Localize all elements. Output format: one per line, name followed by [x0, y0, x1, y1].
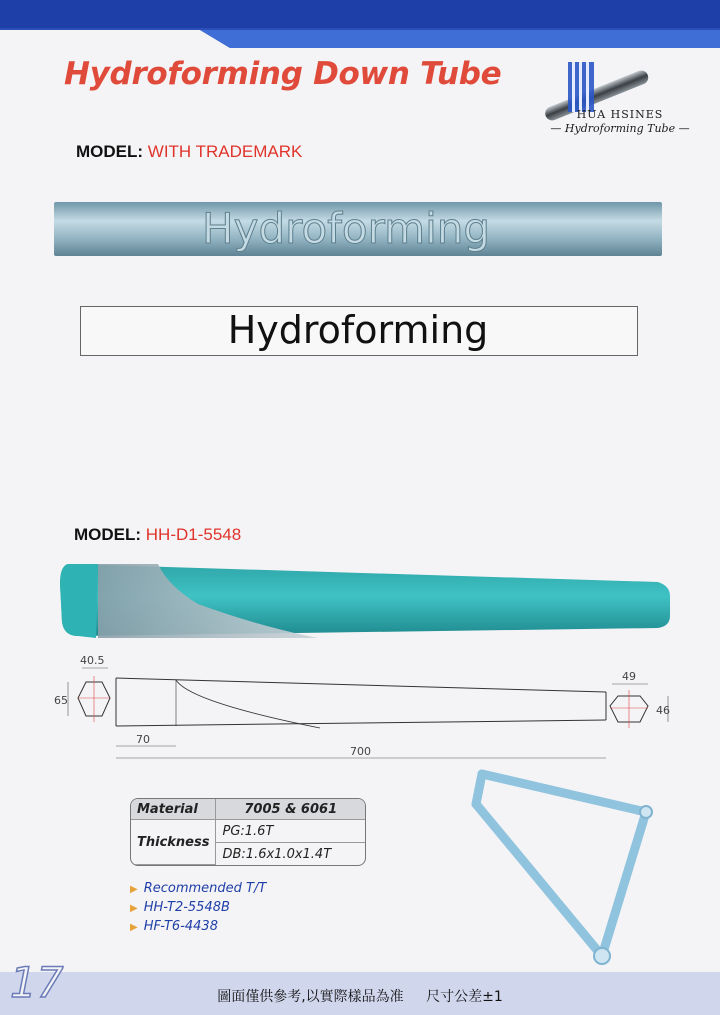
arrow-icon: ▶ [130, 922, 138, 933]
logo-name: HUA HSINES [576, 108, 664, 121]
tube-emboss-text: Hydroforming [202, 204, 491, 253]
model-value: WITH TRADEMARK [147, 142, 303, 161]
list-item: ▶ Recommended T/T [130, 881, 267, 896]
bike-frame-image [456, 760, 676, 972]
footer-note [0, 986, 720, 1006]
trademark-sample-text: Hydroforming [227, 308, 489, 352]
arrow-icon: ▶ [130, 903, 138, 914]
model-value: HH-D1-5548 [145, 525, 242, 544]
dim-taper: 70 [136, 733, 150, 746]
thickness-label: Thickness [131, 820, 216, 865]
arrow-icon: ▶ [130, 884, 138, 895]
list-item: ▶ HH-T2-5548B [130, 900, 230, 915]
page-title: Hydroforming Down Tube [64, 56, 502, 92]
material-value: 7005 & 6061 [216, 799, 365, 820]
material-label: Material [131, 799, 216, 820]
trademark-tube-image [54, 198, 662, 260]
down-tube-render [58, 556, 678, 642]
footer-disclaimer: 圖面僅供參考,以實際樣品為准 [217, 989, 404, 1005]
model-label: MODEL: [76, 142, 144, 161]
thickness-pg: PG:1.6T [216, 820, 365, 843]
dim-width-end: 49 [622, 670, 636, 683]
dim-width-start: 40.5 [80, 654, 105, 667]
list-item: ▶ HF-T6-4438 [130, 919, 218, 934]
dim-height-start: 65 [54, 694, 68, 707]
page-number: 17 [10, 958, 64, 1007]
dim-length: 700 [350, 745, 371, 758]
model-label: MODEL: [74, 525, 142, 544]
dim-height-end: 46 [656, 704, 670, 717]
logo-subtitle: — Hydroforming Tube — [550, 122, 690, 135]
model-heading-1 [76, 142, 302, 162]
header-band [0, 0, 720, 48]
model-heading-2 [74, 525, 241, 545]
recommended-list [130, 880, 266, 937]
footer-tolerance: 尺寸公差±1 [426, 989, 503, 1005]
spec-table [130, 798, 366, 866]
technical-drawing [50, 646, 690, 766]
thickness-db: DB:1.6x1.0x1.4T [222, 846, 332, 862]
